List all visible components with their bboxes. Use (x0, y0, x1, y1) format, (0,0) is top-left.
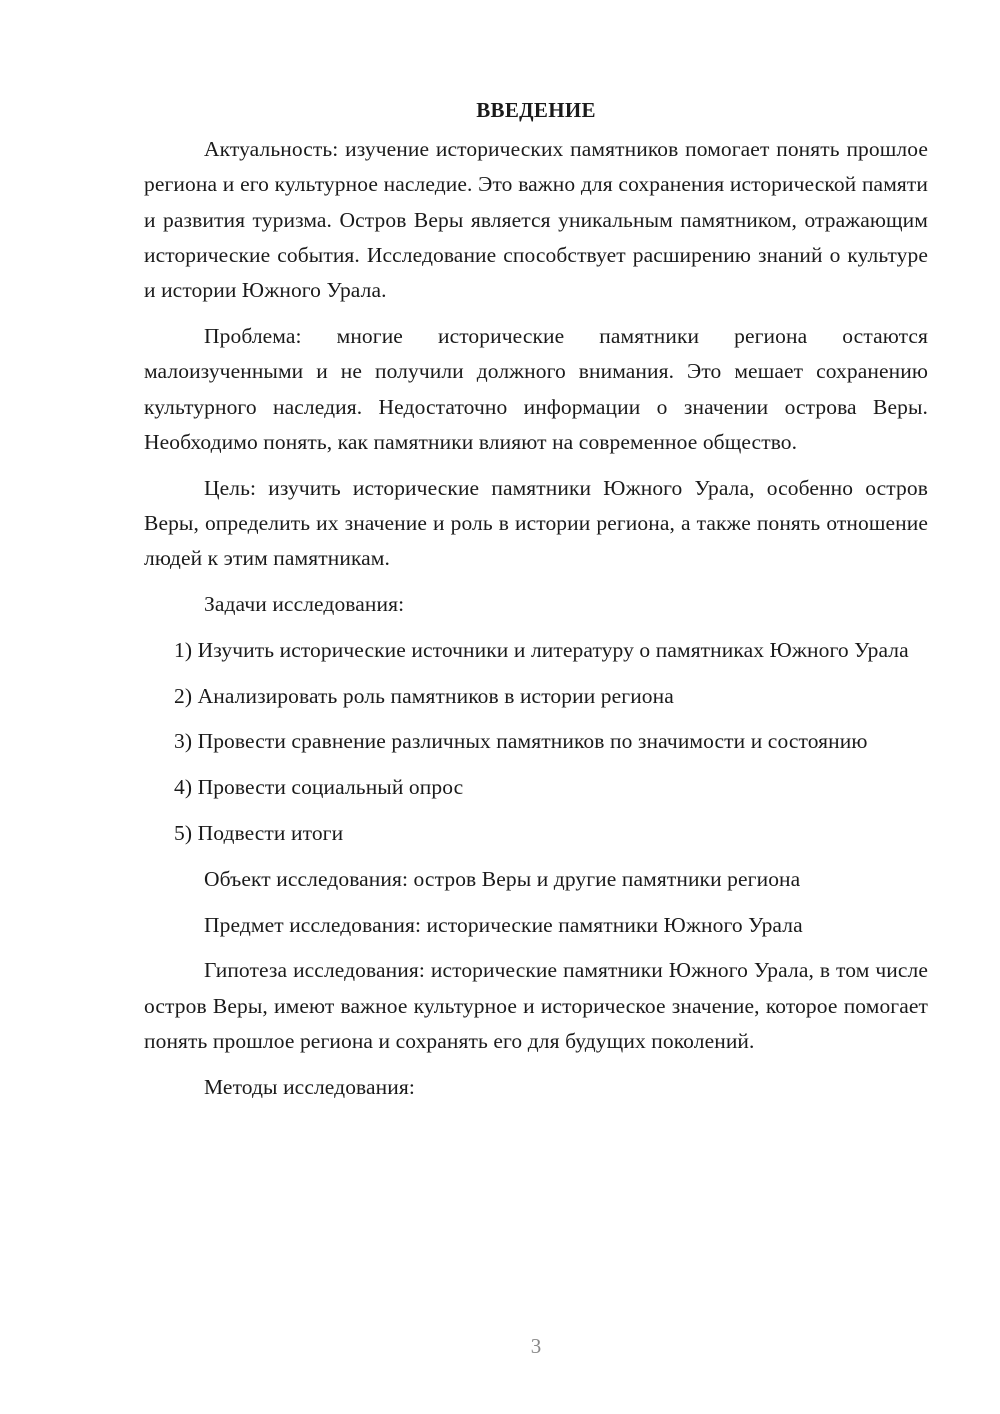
paragraph-relevance: Актуальность: изучение исторических памятников помогает понять прошлое региона и его культурное наследие. Это важно для сохранения исторической памяти и развития туризма. Остров Веры является уникальным памятником, отражающим исторические события. Исследование способствует расширению знаний о культуре и истории Южного Урала. (144, 137, 928, 303)
page-number: 3 (530, 1334, 542, 1358)
document-page (144, 92, 928, 1116)
research-hypothesis: Гипотеза исследования: исторические памятники Южного Урала, в том числе остров Веры, имеют важное культурное и историческое значение, которое помогает понять прошлое региона и сохранять его для будущих поколений. (144, 958, 928, 1054)
tasks-heading: Задачи исследования: (204, 592, 405, 617)
paragraph-problem: Проблема: многие исторические памятники региона остаются малоизученными и не получили должного внимания. Это мешает сохранению культурного наследия. Недостаточно информации о значении острова Веры. Необходимо понять, как памятники влияют на современное общество. (144, 323, 928, 454)
methods-heading: Методы исследования: (204, 1074, 415, 1099)
page-title: ВВЕДЕНИЕ (476, 98, 596, 122)
task-item: 5) Подвести итоги (174, 821, 344, 846)
task-item: 2) Анализировать роль памятников в истории региона (174, 683, 674, 708)
task-item: 1) Изучить исторические источники и литературу о памятниках Южного Урала (174, 637, 909, 662)
research-subject: Предмет исследования: исторические памятники Южного Урала (204, 912, 803, 937)
research-object: Объект исследования: остров Веры и другие памятники региона (204, 866, 801, 891)
task-item: 3) Провести сравнение различных памятников по значимости и состоянию (174, 729, 868, 754)
paragraph-goal: Цель: изучить исторические памятники Южного Урала, особенно остров Веры, определить их значение и роль в истории региона, а также понять отношение людей к этим памятникам. (144, 475, 928, 571)
task-item: 4) Провести социальный опрос (174, 775, 464, 800)
